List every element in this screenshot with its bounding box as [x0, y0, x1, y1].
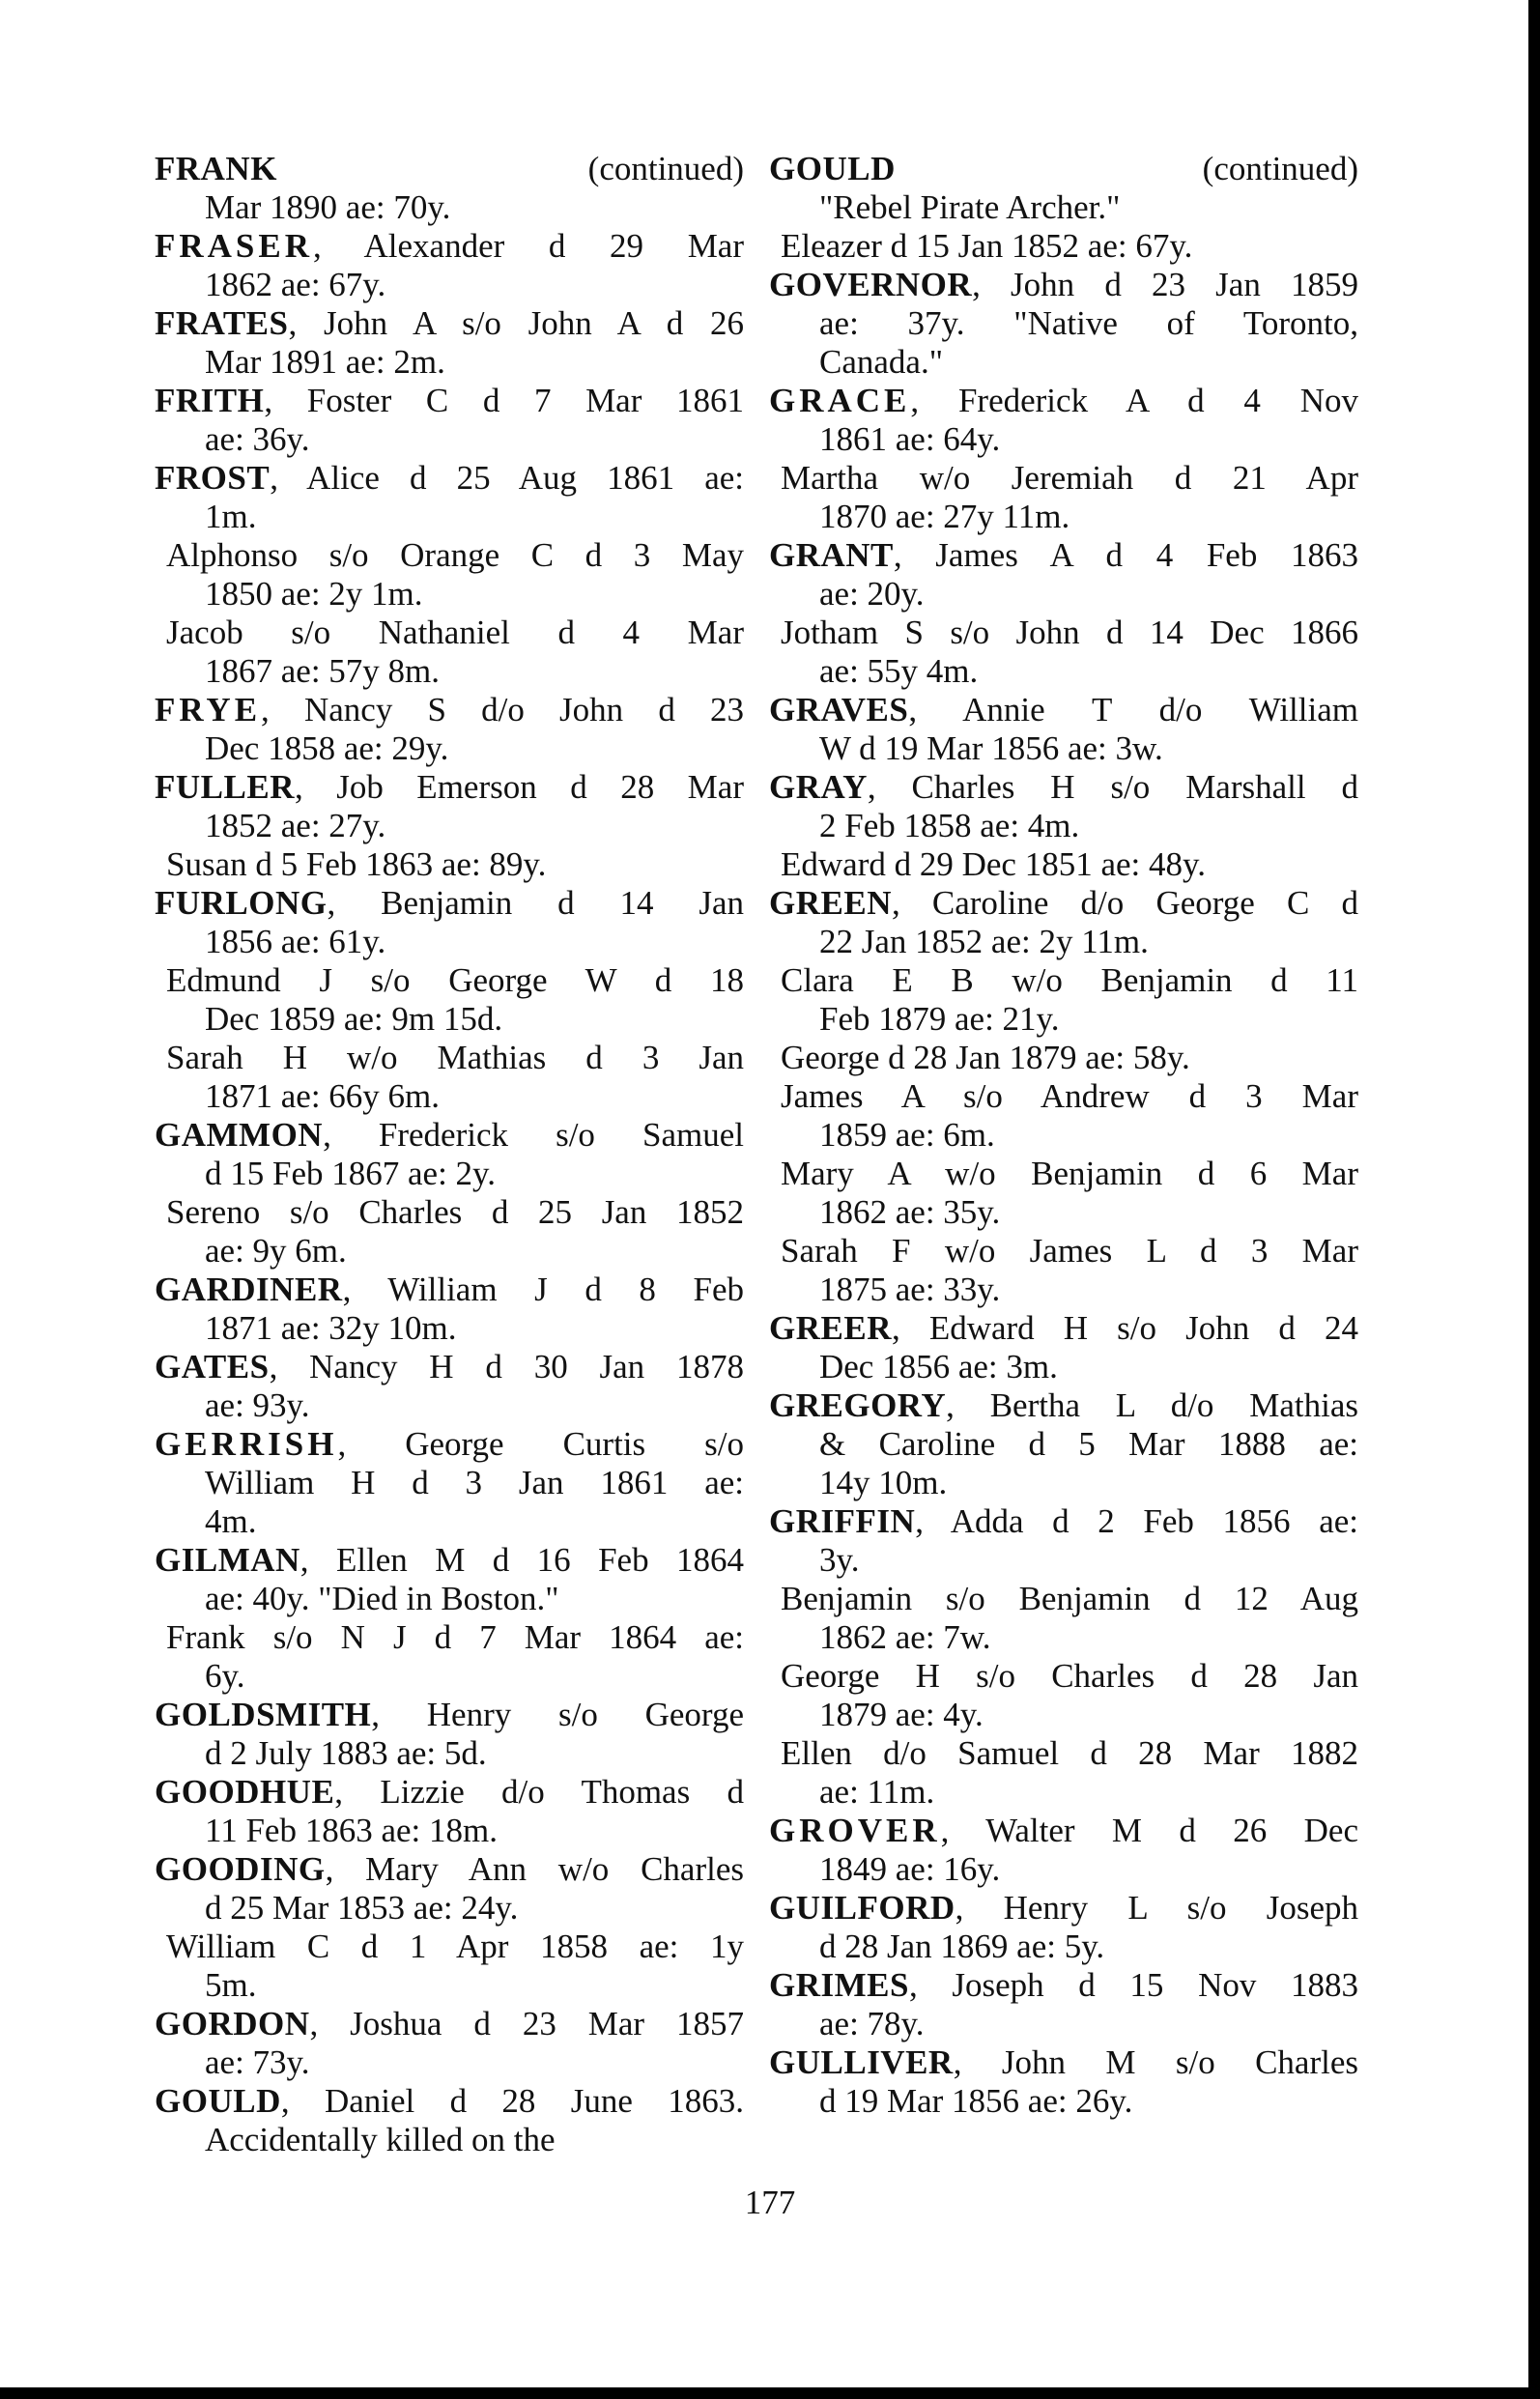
- entry-line: 1879 ae: 4y.: [819, 1696, 984, 1733]
- entry-line: ae: 93y.: [205, 1386, 310, 1424]
- index-entry: [155, 1116, 744, 1193]
- surname: GAMMON: [155, 1116, 324, 1154]
- entry-line: GUILFORD, Henry L s/o Joseph: [769, 1889, 1358, 1927]
- entry-line: 11 Feb 1863 ae: 18m.: [205, 1812, 498, 1849]
- entry-line: 3y.: [819, 1541, 860, 1579]
- entry-line: Clara E B w/o Benjamin d 11: [781, 961, 1358, 999]
- entry-line: Alphonso s/o Orange C d 3 May: [166, 536, 744, 574]
- entry-line: 1871 ae: 32y 10m.: [205, 1309, 457, 1347]
- surname: GOODHUE: [155, 1773, 335, 1811]
- entry-line: ae: 36y.: [205, 420, 310, 458]
- index-subentry: [155, 1193, 744, 1271]
- index-entry: [155, 459, 744, 536]
- entry-line: GRAVES, Annie T d/o William: [769, 691, 1358, 728]
- entry-line: Ellen d/o Samuel d 28 Mar 1882: [781, 1734, 1358, 1772]
- entry-line: Mar 1891 ae: 2m.: [205, 343, 445, 381]
- entry-line: & Caroline d 5 Mar 1888 ae:: [819, 1425, 1358, 1463]
- surname: GREER: [769, 1309, 892, 1347]
- entry-line: Jacob s/o Nathaniel d 4 Mar: [166, 614, 744, 651]
- entry-line: GREER, Edward H s/o John d 24: [769, 1309, 1358, 1347]
- entry-line: 1m.: [205, 498, 257, 535]
- index-subentry: [155, 845, 744, 884]
- entry-line: Frank s/o N J d 7 Mar 1864 ae:: [166, 1618, 744, 1656]
- entry-line: d 28 Jan 1869 ae: 5y.: [819, 1928, 1105, 1965]
- entry-line: 1862 ae: 7w.: [819, 1618, 991, 1656]
- entry-line: William H d 3 Jan 1861 ae:: [205, 1464, 744, 1501]
- index-subentry: [769, 227, 1358, 266]
- entry-line: ae: 20y.: [819, 575, 925, 613]
- entry-line: George d 28 Jan 1879 ae: 58y.: [781, 1039, 1190, 1076]
- entry-line: Benjamin s/o Benjamin d 12 Aug: [781, 1580, 1358, 1617]
- entry-line: ae: 9y 6m.: [205, 1232, 347, 1270]
- entry-line: GERRISH, George Curtis s/o: [155, 1425, 744, 1463]
- entry-line: James A s/o Andrew d 3 Mar: [781, 1077, 1358, 1115]
- index-subentry: [769, 1580, 1358, 1657]
- index-entry: [769, 1309, 1358, 1386]
- index-entry: [155, 1773, 744, 1850]
- entry-line: 1871 ae: 66y 6m.: [205, 1077, 441, 1115]
- entry-line: Edmund J s/o George W d 18: [166, 961, 744, 999]
- index-entry: [769, 1502, 1358, 1580]
- surname: GRIMES: [769, 1966, 909, 2004]
- index-entry: [155, 691, 744, 768]
- index-entry: [155, 1696, 744, 1773]
- entry-line: ae: 11m.: [819, 1773, 935, 1811]
- entry-line: 1850 ae: 2y 1m.: [205, 575, 423, 613]
- index-subentry: [155, 1618, 744, 1696]
- entry-line: GARDINER, William J d 8 Feb: [155, 1271, 744, 1308]
- index-subentry: [769, 614, 1358, 691]
- index-entry: [155, 1541, 744, 1618]
- index-entry: [769, 266, 1358, 382]
- surname: GARDINER: [155, 1271, 343, 1308]
- surname: FURLONG: [155, 884, 328, 922]
- entry-line: 6y.: [205, 1657, 245, 1695]
- entry-line: FRANK (continued): [155, 150, 744, 187]
- entry-line: ae: 55y 4m.: [819, 652, 979, 690]
- entry-line: GRIFFIN, Adda d 2 Feb 1856 ae:: [769, 1502, 1358, 1540]
- entry-line: ae: 37y. "Native of Toronto,: [819, 304, 1358, 342]
- index-subentry: [155, 536, 744, 614]
- index-entry: [155, 768, 744, 845]
- index-entry: [769, 382, 1358, 459]
- index-entry: [155, 2082, 744, 2159]
- index-entry: [769, 1386, 1358, 1502]
- index-subentry: [155, 961, 744, 1039]
- entry-line: 22 Jan 1852 ae: 2y 11m.: [819, 923, 1149, 960]
- surname: GOVERNOR: [769, 266, 973, 303]
- index-subentry: [769, 1077, 1358, 1155]
- entry-line: FRITH, Foster C d 7 Mar 1861: [155, 382, 744, 419]
- surname: GRAY: [769, 768, 868, 806]
- entry-line: William C d 1 Apr 1858 ae: 1y: [166, 1928, 744, 1965]
- entry-line: FROST, Alice d 25 Aug 1861 ae:: [155, 459, 744, 497]
- entry-line: Canada.": [819, 343, 943, 381]
- entry-line: FULLER, Job Emerson d 28 Mar: [155, 768, 744, 806]
- surname: GREEN: [769, 884, 892, 922]
- entry-line: 1867 ae: 57y 8m.: [205, 652, 441, 690]
- entry-line: GREGORY, Bertha L d/o Mathias: [769, 1386, 1358, 1424]
- index-subentry: [769, 961, 1358, 1039]
- entry-line: GRACE, Frederick A d 4 Nov: [769, 382, 1358, 419]
- index-subentry: [769, 845, 1358, 884]
- entry-line: GROVER, Walter M d 26 Dec: [769, 1812, 1358, 1849]
- entry-line: 1862 ae: 35y.: [819, 1193, 1001, 1231]
- entry-line: d 15 Feb 1867 ae: 2y.: [205, 1155, 497, 1192]
- left-column: [155, 150, 744, 2159]
- entry-line: 5m.: [205, 1966, 257, 2004]
- surname: FRITH: [155, 382, 265, 419]
- surname: GULLIVER: [769, 2043, 954, 2081]
- entry-line: 1856 ae: 61y.: [205, 923, 386, 960]
- entry-line: Sarah F w/o James L d 3 Mar: [781, 1232, 1358, 1270]
- entry-line: GRIMES, Joseph d 15 Nov 1883: [769, 1966, 1358, 2004]
- surname: GATES: [155, 1348, 270, 1385]
- index-subentry: [769, 1657, 1358, 1734]
- index-entry: [769, 1812, 1358, 1889]
- entry-line: 2 Feb 1858 ae: 4m.: [819, 807, 1080, 844]
- index-entry: [155, 304, 744, 382]
- entry-line: d 2 July 1883 ae: 5d.: [205, 1734, 487, 1772]
- index-subentry: [155, 1039, 744, 1116]
- surname: FULLER: [155, 768, 295, 806]
- entry-line: Susan d 5 Feb 1863 ae: 89y.: [166, 845, 547, 883]
- page-edge-right: [1528, 0, 1540, 2399]
- entry-line: Feb 1879 ae: 21y.: [819, 1000, 1060, 1038]
- entry-line: 1861 ae: 64y.: [819, 420, 1001, 458]
- entry-line: "Rebel Pirate Archer.": [819, 188, 1121, 226]
- entry-line: FRATES, John A s/o John A d 26: [155, 304, 744, 342]
- surname: FROST: [155, 459, 271, 497]
- page-edge-bottom: [0, 2387, 1540, 2399]
- index-entry: [769, 1889, 1358, 1966]
- entry-line: ae: 40y. "Died in Boston.": [205, 1580, 559, 1617]
- entry-line: GORDON, Joshua d 23 Mar 1857: [155, 2005, 744, 2042]
- entry-line: Mary A w/o Benjamin d 6 Mar: [781, 1155, 1358, 1192]
- index-subentry: [769, 1039, 1358, 1077]
- entry-line: Dec 1859 ae: 9m 15d.: [205, 1000, 503, 1038]
- entry-line: Dec 1856 ae: 3m.: [819, 1348, 1058, 1385]
- index-entry: [769, 768, 1358, 845]
- entry-line: ae: 78y.: [819, 2005, 925, 2042]
- index-entry: [769, 2043, 1358, 2121]
- entry-line: W d 19 Mar 1856 ae: 3w.: [819, 729, 1163, 767]
- entry-line: GATES, Nancy H d 30 Jan 1878: [155, 1348, 744, 1385]
- entry-line: GILMAN, Ellen M d 16 Feb 1864: [155, 1541, 744, 1579]
- index-entry: [155, 150, 744, 227]
- index-entry: [155, 1425, 744, 1541]
- surname: GRANT: [769, 536, 894, 574]
- index-subentry: [769, 459, 1358, 536]
- index-entry: [769, 1966, 1358, 2043]
- entry-line: GREEN, Caroline d/o George C d: [769, 884, 1358, 922]
- surname: FRANK: [155, 150, 277, 187]
- entry-line: Accidentally killed on the: [205, 2121, 556, 2158]
- entry-line: Eleazer d 15 Jan 1852 ae: 67y.: [781, 227, 1193, 265]
- surname: FRYE: [155, 691, 262, 728]
- entry-line: GOULD, Daniel d 28 June 1863.: [155, 2082, 744, 2120]
- entry-line: 1859 ae: 6m.: [819, 1116, 995, 1154]
- entry-line: FRASER, Alexander d 29 Mar: [155, 227, 744, 265]
- entry-line: Martha w/o Jeremiah d 21 Apr: [781, 459, 1358, 497]
- index-entry: [769, 150, 1358, 227]
- entry-line: Edward d 29 Dec 1851 ae: 48y.: [781, 845, 1206, 883]
- index-subentry: [155, 1928, 744, 2005]
- right-column: [769, 150, 1358, 2121]
- entry-line: 1852 ae: 27y.: [205, 807, 386, 844]
- index-entry: [769, 884, 1358, 961]
- entry-line: George H s/o Charles d 28 Jan: [781, 1657, 1358, 1695]
- entry-line: d 25 Mar 1853 ae: 24y.: [205, 1889, 519, 1927]
- index-subentry: [769, 1155, 1358, 1232]
- surname: GILMAN: [155, 1541, 300, 1579]
- surname: FRASER: [155, 227, 314, 265]
- index-entry: [769, 691, 1358, 768]
- entry-line: GOODHUE, Lizzie d/o Thomas d: [155, 1773, 744, 1811]
- entry-line: 1849 ae: 16y.: [819, 1850, 1001, 1888]
- entry-line: GRANT, James A d 4 Feb 1863: [769, 536, 1358, 574]
- entry-line: GULLIVER, John M s/o Charles: [769, 2043, 1358, 2081]
- entry-line: 1862 ae: 67y.: [205, 266, 386, 303]
- index-entry: [155, 227, 744, 304]
- surname: GREGORY: [769, 1386, 947, 1424]
- surname: GRIFFIN: [769, 1502, 916, 1540]
- index-entry: [155, 1271, 744, 1348]
- entry-line: 1875 ae: 33y.: [819, 1271, 1001, 1308]
- entry-line: GOVERNOR, John d 23 Jan 1859: [769, 266, 1358, 303]
- entry-line: GOULD (continued): [769, 150, 1358, 187]
- entry-line: FURLONG, Benjamin d 14 Jan: [155, 884, 744, 922]
- entry-line: Dec 1858 ae: 29y.: [205, 729, 449, 767]
- surname: GOULD: [769, 150, 896, 187]
- entry-line: GOODING, Mary Ann w/o Charles: [155, 1850, 744, 1888]
- entry-line: Sarah H w/o Mathias d 3 Jan: [166, 1039, 744, 1076]
- entry-line: d 19 Mar 1856 ae: 26y.: [819, 2082, 1133, 2120]
- entry-line: Mar 1890 ae: 70y.: [205, 188, 451, 226]
- entry-line: 4m.: [205, 1502, 257, 1540]
- entry-line: GRAY, Charles H s/o Marshall d: [769, 768, 1358, 806]
- index-subentry: [769, 1232, 1358, 1309]
- surname: GOLDSMITH: [155, 1696, 372, 1733]
- entry-line: 1870 ae: 27y 11m.: [819, 498, 1070, 535]
- surname: GRAVES: [769, 691, 909, 728]
- index-entry: [155, 2005, 744, 2082]
- entry-line: GOLDSMITH, Henry s/o George: [155, 1696, 744, 1733]
- index-subentry: [769, 1734, 1358, 1812]
- surname: GORDON: [155, 2005, 310, 2042]
- index-entry: [155, 1850, 744, 1928]
- surname: GROVER: [769, 1812, 941, 1849]
- entry-line: Jotham S s/o John d 14 Dec 1866: [781, 614, 1358, 651]
- surname: FRATES: [155, 304, 289, 342]
- index-entry: [155, 1348, 744, 1425]
- entry-line: ae: 73y.: [205, 2043, 310, 2081]
- index-subentry: [155, 614, 744, 691]
- index-entry: [155, 382, 744, 459]
- surname: GOODING: [155, 1850, 326, 1888]
- surname: GERRISH: [155, 1425, 338, 1463]
- surname: GOULD: [155, 2082, 281, 2120]
- page-number: 177: [744, 2184, 796, 2221]
- surname: GRACE: [769, 382, 911, 419]
- surname: GUILFORD: [769, 1889, 955, 1927]
- index-entry: [769, 536, 1358, 614]
- index-entry: [155, 884, 744, 961]
- entry-line: 14y 10m.: [819, 1464, 948, 1501]
- entry-line: Sereno s/o Charles d 25 Jan 1852: [166, 1193, 744, 1231]
- entry-line: GAMMON, Frederick s/o Samuel: [155, 1116, 744, 1154]
- entry-line: FRYE, Nancy S d/o John d 23: [155, 691, 744, 728]
